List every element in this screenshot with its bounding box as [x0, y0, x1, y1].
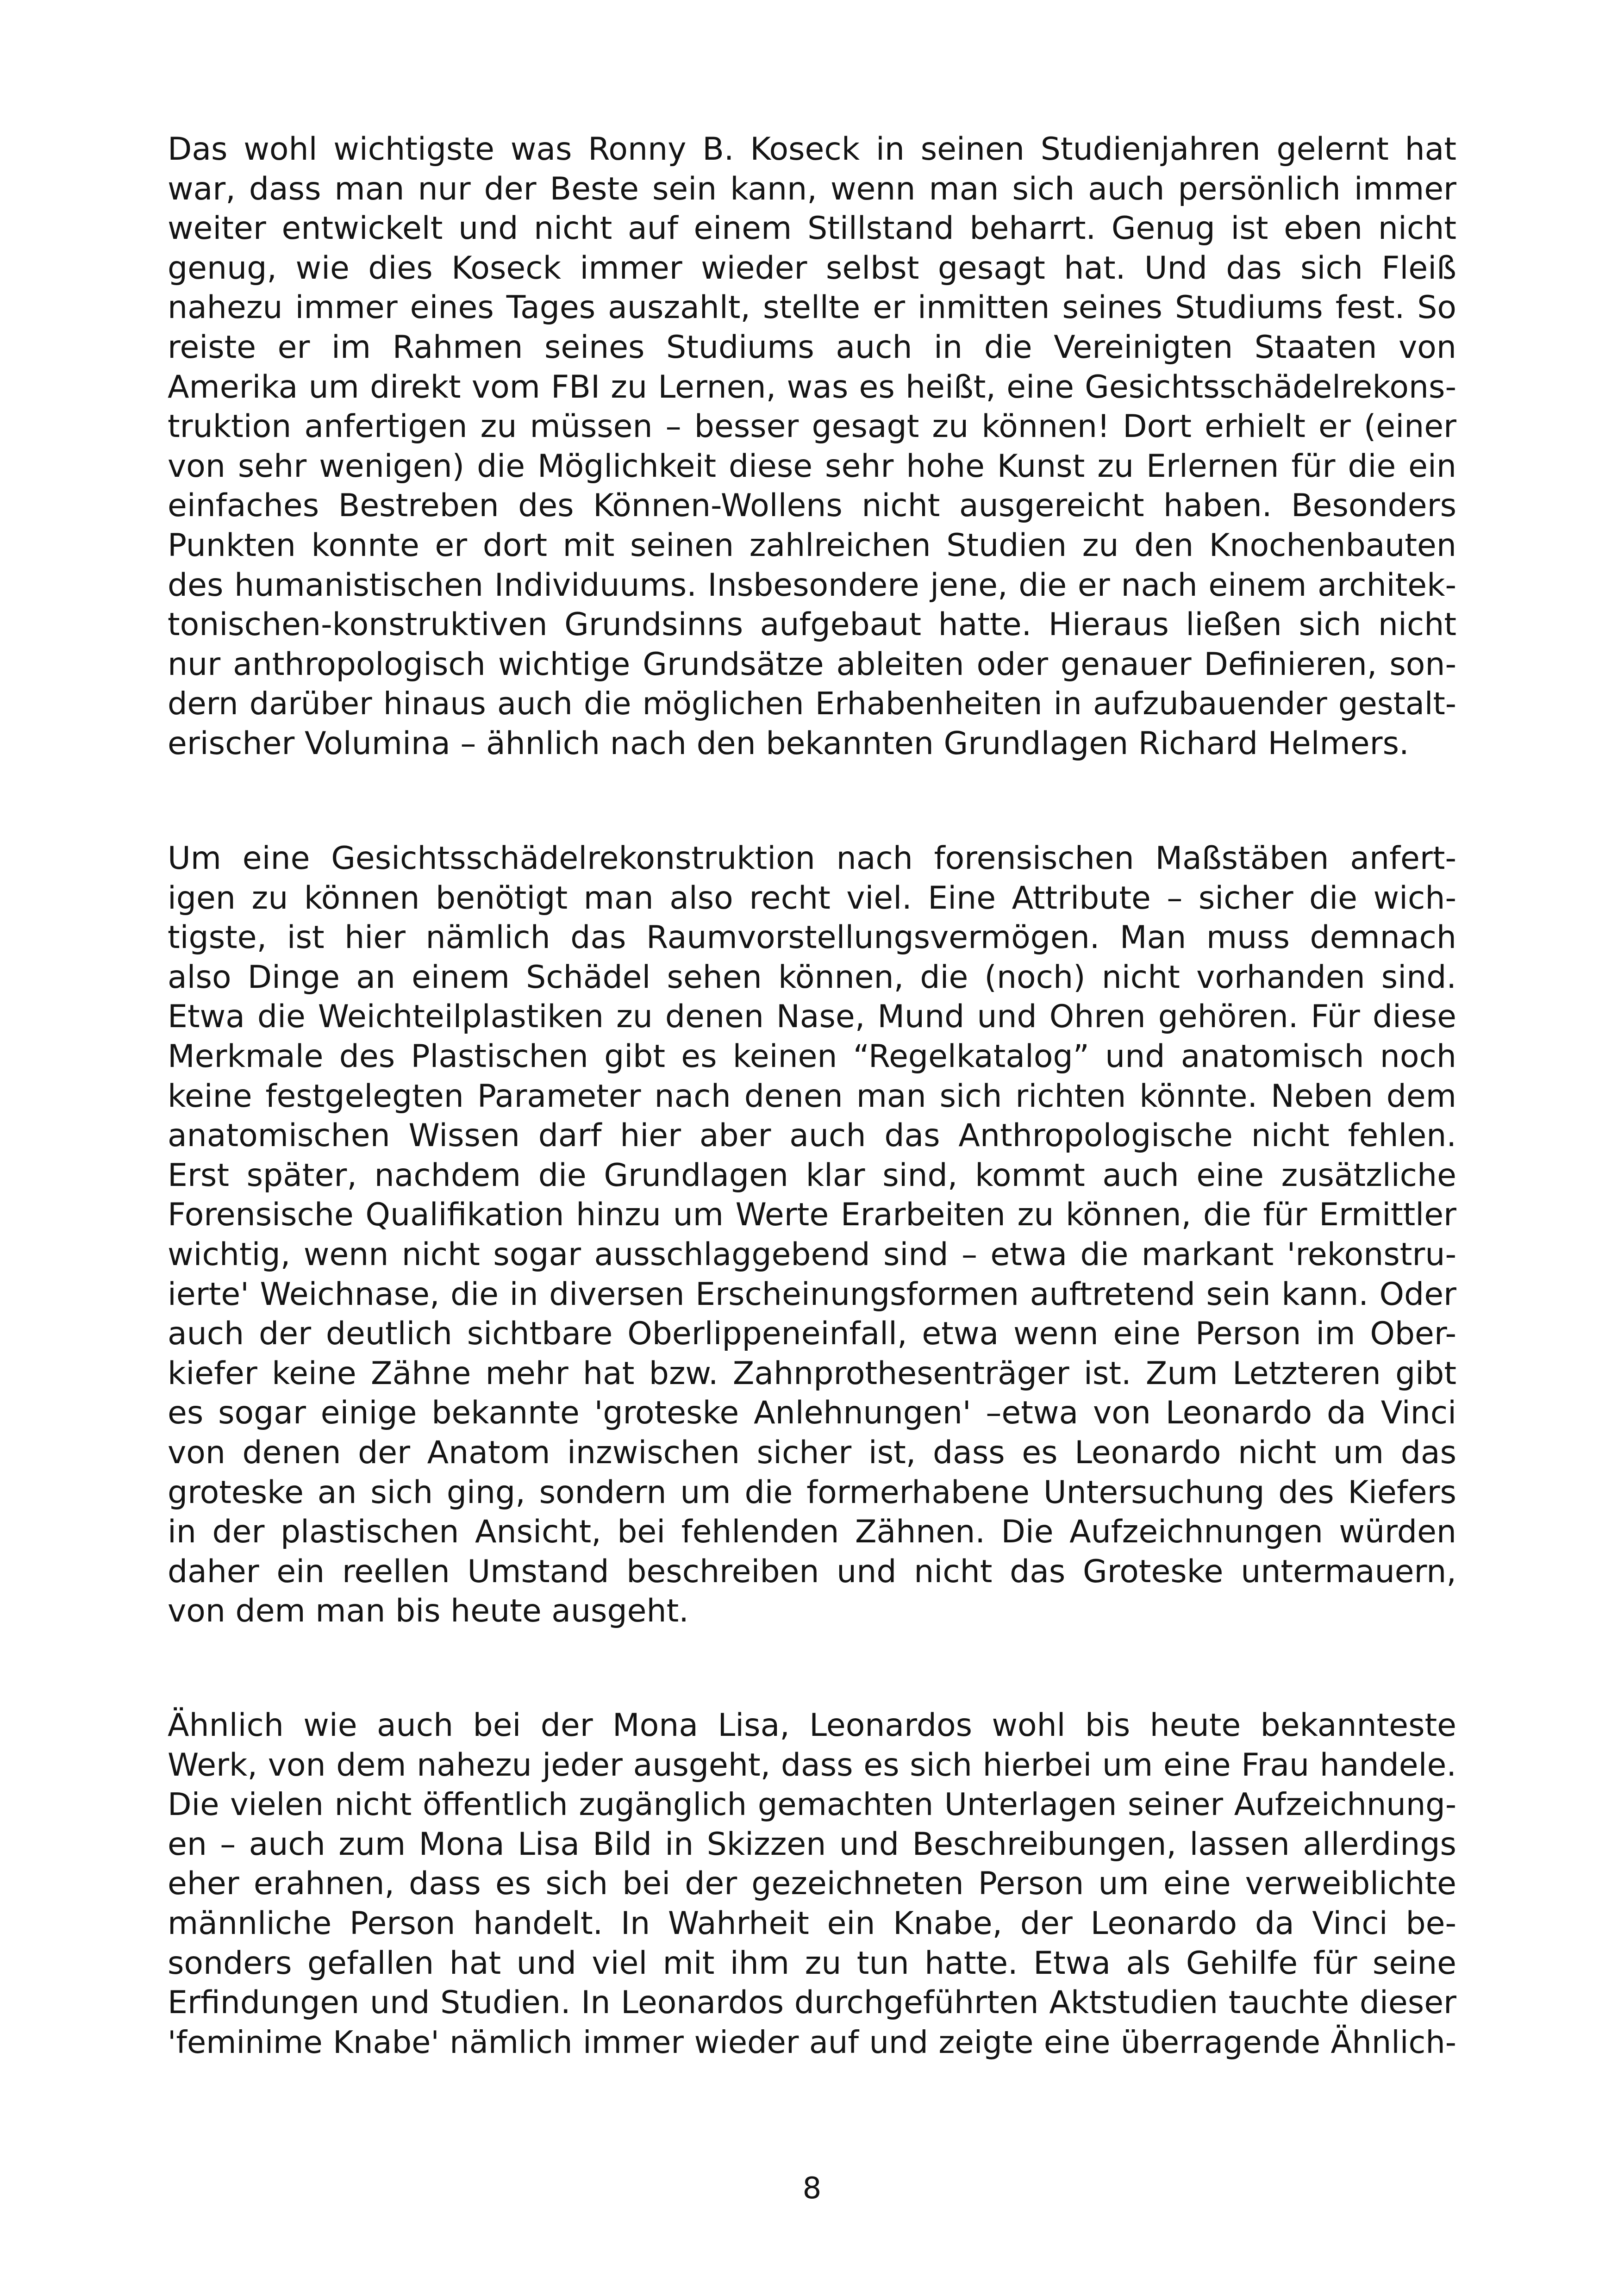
text-line: von sehr wenigen) die Möglichkeit diese sehr hohe Kunst zu Erlernen für die ein: [168, 448, 1456, 485]
text-line: Das wohl wichtigste was Ronny B. Koseck in seinen Studienjahren gelernt hat: [168, 131, 1456, 168]
text-line: Merkmale des Plastischen gibt es keinen “Regelkatalog” und anatomisch noch: [168, 1038, 1456, 1075]
text-line: Um eine Gesichtsschädelrekonstruktion nach forensischen Maßstäben anfert-: [168, 840, 1456, 877]
text-line: sonders gefallen hat und viel mit ihm zu tun hatte. Etwa als Gehilfe für seine: [168, 1945, 1456, 1982]
text-line: genug, wie dies Koseck immer wieder selbst gesagt hat. Und das sich Fleiß: [168, 249, 1456, 287]
text-line: Ähnlich wie auch bei der Mona Lisa, Leonardos wohl bis heute bekannteste: [168, 1707, 1456, 1744]
text-line: also Dinge an einem Schädel sehen können, die (noch) nicht vorhanden sind.: [168, 959, 1456, 996]
text-line: auch der deutlich sichtbare Oberlippeneinfall, etwa wenn eine Person im Ober-: [168, 1316, 1456, 1353]
text-line: war, dass man nur der Beste sein kann, wenn man sich auch persönlich immer: [168, 170, 1456, 207]
text-line: Etwa die Weichteilplastiken zu denen Nase, Mund und Ohren gehören. Für diese: [168, 998, 1456, 1035]
text-line: Die vielen nicht öffentlich zugänglich gemachten Unterlagen seiner Aufzeichnung-: [168, 1786, 1456, 1823]
text-line: eher erahnen, dass es sich bei der gezeichneten Person um eine verweiblichte: [168, 1865, 1456, 1902]
text-line: tonischen-konstruktiven Grundsinns aufgebaut hatte. Hieraus ließen sich nicht: [168, 606, 1456, 643]
text-line: nur anthropologisch wichtige Grundsätze ableiten oder genauer Definieren, son-: [168, 646, 1456, 683]
text-line: dern darüber hinaus auch die möglichen Erhabenheiten in aufzubauender gestalt-: [168, 686, 1456, 722]
text-line: tigste, ist hier nämlich das Raumvorstellungsvermögen. Man muss demnach: [168, 919, 1456, 956]
text-line: Erfindungen und Studien. In Leonardos durchgeführten Aktstudien tauchte dieser: [168, 1984, 1456, 2021]
text-line: einfaches Bestreben des Können-Wollens nicht ausgereicht haben. Besonders: [168, 487, 1456, 524]
text-line: Punkten konnte er dort mit seinen zahlreichen Studien zu den Knochenbauten: [168, 527, 1456, 564]
paragraph-1: [168, 130, 1456, 764]
text-line: von denen der Anatom inzwischen sicher ist, dass es Leonardo nicht um das: [168, 1434, 1456, 1471]
text-line: in der plastischen Ansicht, bei fehlenden Zähnen. Die Aufzeichnungen würden: [168, 1514, 1456, 1551]
text-line: wichtig, wenn nicht sogar ausschlaggebend sind – etwa die markant 'rekonstru-: [168, 1236, 1456, 1273]
text-line: ierte' Weichnase, die in diversen Erscheinungsformen auftretend sein kann. Oder: [168, 1276, 1456, 1313]
text-line: Werk, von dem nahezu jeder ausgeht, dass es sich hierbei um eine Frau handele.: [168, 1746, 1456, 1784]
paragraph-2: [168, 839, 1456, 1631]
text-line: reiste er im Rahmen seines Studiums auch in die Vereinigten Staaten von: [168, 329, 1456, 366]
text-line: erischer Volumina – ähnlich nach den bekannten Grundlagen Richard Helmers.: [168, 725, 1409, 762]
text-line: daher ein reellen Umstand beschreiben und nicht das Groteske untermauern,: [168, 1553, 1456, 1590]
text-line: Forensische Qualifikation hinzu um Werte Erarbeiten zu können, die für Ermittler: [168, 1197, 1456, 1234]
text-line: igen zu können benötigt man also recht viel. Eine Attribute – sicher die wich-: [168, 879, 1456, 917]
text-line: nahezu immer eines Tages auszahlt, stellte er inmitten seines Studiums fest. So: [168, 289, 1456, 326]
text-line: anatomischen Wissen darf hier aber auch das Anthropologische nicht fehlen.: [168, 1117, 1456, 1154]
text-line: von dem man bis heute ausgeht.: [168, 1593, 689, 1630]
text-line: männliche Person handelt. In Wahrheit ein Knabe, der Leonardo da Vinci be-: [168, 1905, 1456, 1942]
text-line: en – auch zum Mona Lisa Bild in Skizzen und Beschreibungen, lassen allerdings: [168, 1826, 1456, 1863]
text-line: kiefer keine Zähne mehr hat bzw. Zahnprothesenträger ist. Zum Letzteren gibt: [168, 1355, 1456, 1392]
text-line: truktion anfertigen zu müssen – besser gesagt zu können! Dort erhielt er (einer: [168, 408, 1456, 445]
text-line: des humanistischen Individuums. Insbesondere jene, die er nach einem architek-: [168, 567, 1456, 604]
paragraph-3: [168, 1706, 1456, 2062]
text-line: es sogar einige bekannte 'groteske Anlehnungen' –etwa von Leonardo da Vinci: [168, 1395, 1456, 1432]
text-line: Amerika um direkt vom FBI zu Lernen, was es heißt, eine Gesichtsschädelrekons-: [168, 368, 1456, 405]
page-number: 8: [802, 2171, 822, 2206]
text-line: weiter entwickelt und nicht auf einem Stillstand beharrt. Genug ist eben nicht: [168, 210, 1456, 247]
text-line: 'feminime Knabe' nämlich immer wieder auf und zeigte eine überragende Ähnlich-: [168, 2024, 1456, 2060]
text-line: groteske an sich ging, sondern um die formerhabene Untersuchung des Kiefers: [168, 1474, 1456, 1511]
text-line: keine festgelegten Parameter nach denen man sich richten könnte. Neben dem: [168, 1078, 1456, 1115]
text-line: Erst später, nachdem die Grundlagen klar sind, kommt auch eine zusätzliche: [168, 1157, 1456, 1194]
